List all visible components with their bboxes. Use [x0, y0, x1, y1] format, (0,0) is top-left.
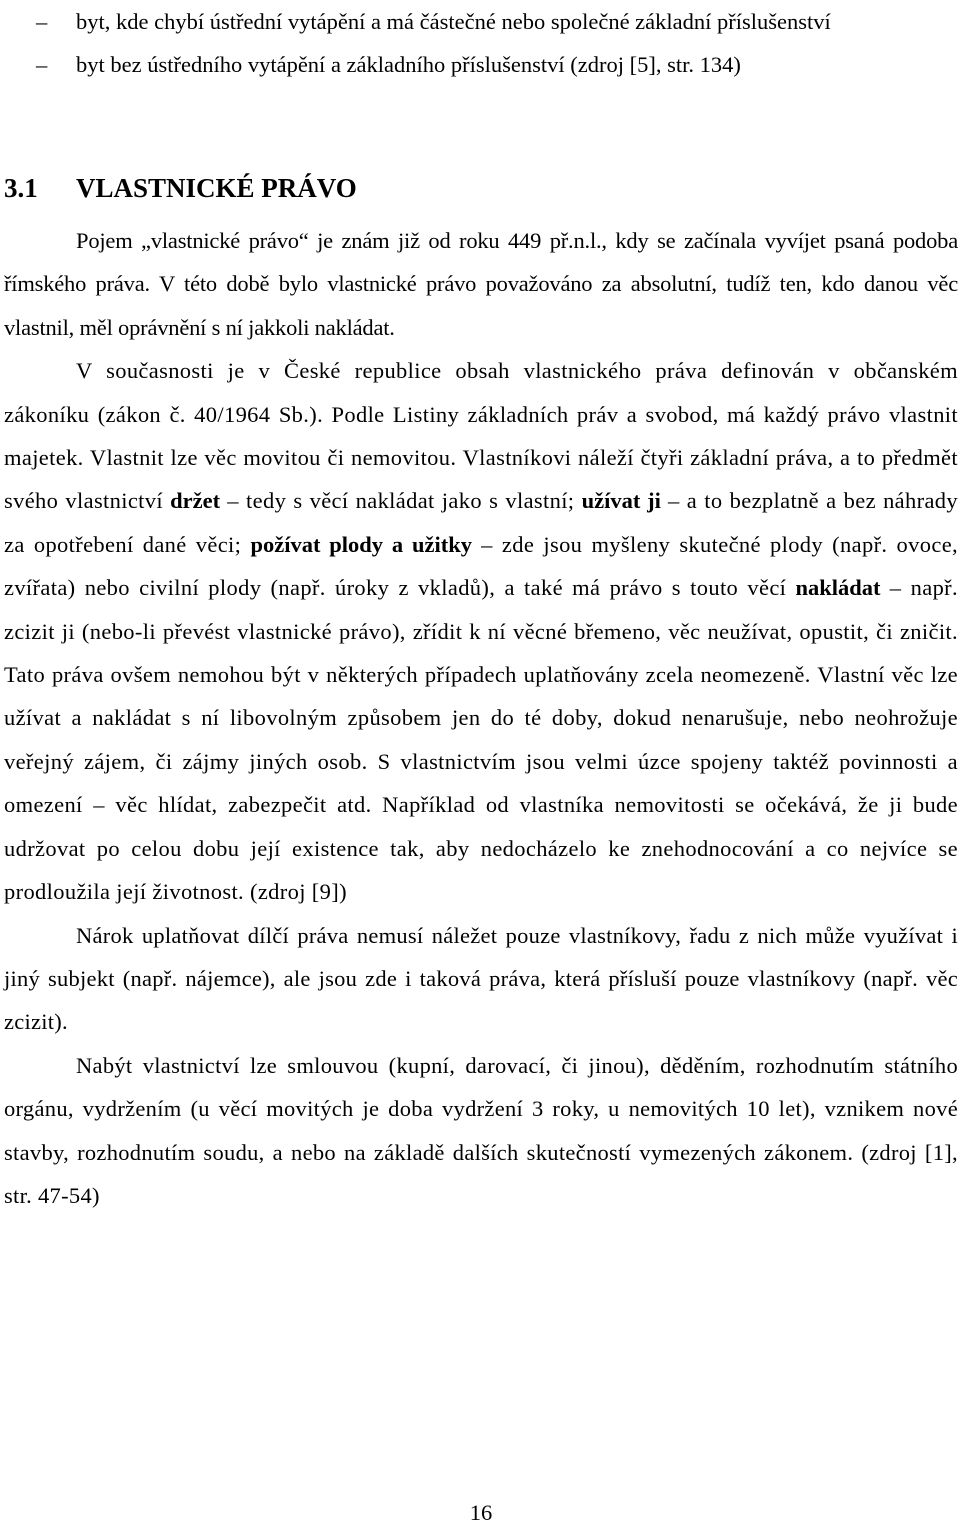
bold-term-uzivat: užívat ji [581, 488, 661, 514]
paragraph-acquisition: Nabýt vlastnictví lze smlouvou (kupní, darovací, či jinou), děděním, rozhodnutím státního orgánu, vydržením (u věcí movitých je doba vydržení 3 roky, u nemovitých 10 let), vznikem nové stavby, rozhodnutím soudu, a nebo na základě dalších skutečností vymezených zákonem. (zdroj [1], str. 47-54) [4, 1052, 958, 1208]
text-run: V současnosti je v České republice obsah vlastnického práva definován v občanském zákoníku (zákon č. 40/1964 Sb.). Podle Listiny základních práv a svobod, má každý právo vlastnit majetek. Vlastnit lze věc movitou či nemovitou. Vlastníkovi náleží čtyři základní práva, a to předmět svého vlastnictví [4, 358, 958, 514]
section-number: 3.1 [4, 173, 38, 203]
list-dash: – [36, 9, 48, 34]
bold-term-drzet: držet [170, 488, 221, 514]
paragraph-ownership-history: Pojem „vlastnické právo“ je znám již od roku 449 př.n.l., kdy se začínala vyvíjet psaná podoba římského práva. V této době bylo vlastnické právo považováno za absolutní, tudíž ten, kdo danou věc vlastnil, měl oprávnění s ní jakkoli nakládat. [4, 228, 958, 340]
list-item-text: byt, kde chybí ústřední vytápění a má částečné nebo společné základní příslušenství [76, 9, 831, 34]
section-heading [4, 167, 357, 210]
list-item [4, 0, 958, 43]
section-body [4, 219, 958, 1217]
paragraph-partial-rights: Nárok uplatňovat dílčí práva nemusí náležet pouze vlastníkovy, řadu z nich může využívat i jiný subjekt (např. nájemce), ale jsou zde i taková práva, která přísluší pouze vlastníkovy (např. věc zcizit). [4, 922, 958, 1035]
page-number: 16 [469, 1500, 493, 1525]
dwelling-category-list [4, 0, 958, 86]
list-dash: – [36, 52, 48, 77]
text-run: – tedy s věcí nakládat jako s vlastní; [220, 488, 582, 514]
section-title: VLASTNICKÉ PRÁVO [76, 173, 357, 203]
text-run: – a to bezplatně a bez náhrady za opotřebení dané věci; [4, 488, 958, 557]
list-item [4, 43, 958, 86]
list-item-text: byt bez ústředního vytápění a základního příslušenství (zdroj [5], str. 134) [76, 52, 741, 77]
paragraph-ownership-rights [4, 349, 958, 913]
text-run: – zde jsou myšleny skutečné plody (např. ovoce, zvířata) nebo civilní plody (např. úroky z vkladů), a také má právo s touto věcí [4, 531, 959, 601]
bold-term-nakladat: nakládat [795, 575, 881, 601]
bold-term-pozivat: požívat plody a užitky [250, 531, 472, 557]
text-run: – např. zcizit ji (nebo-li převést vlastnické právo), zřídit k ní věcné břemeno, věc neužívat, opustit, či zničit. Tato práva ovšem nemohou být v některých případech uplatňovány zcela neomezeně. Vlastní věc lze užívat a nakládat s ní libovolným způsobem jen do té doby, dokud nenarušuje, nebo neohrožuje veřejný zájem, či zájmy jiných osob. S vlastnictvím jsou velmi úzce spojeny taktéž povinnosti a omezení – věc hlídat, zabezpečit atd. Například od vlastníka nemovitosti se očekává, že ji bude udržovat po celou dobu její existence tak, aby nedocházelo ke znehodnocování a co nejvíce se prodloužila její životnost. (zdroj [9]) [4, 575, 959, 905]
